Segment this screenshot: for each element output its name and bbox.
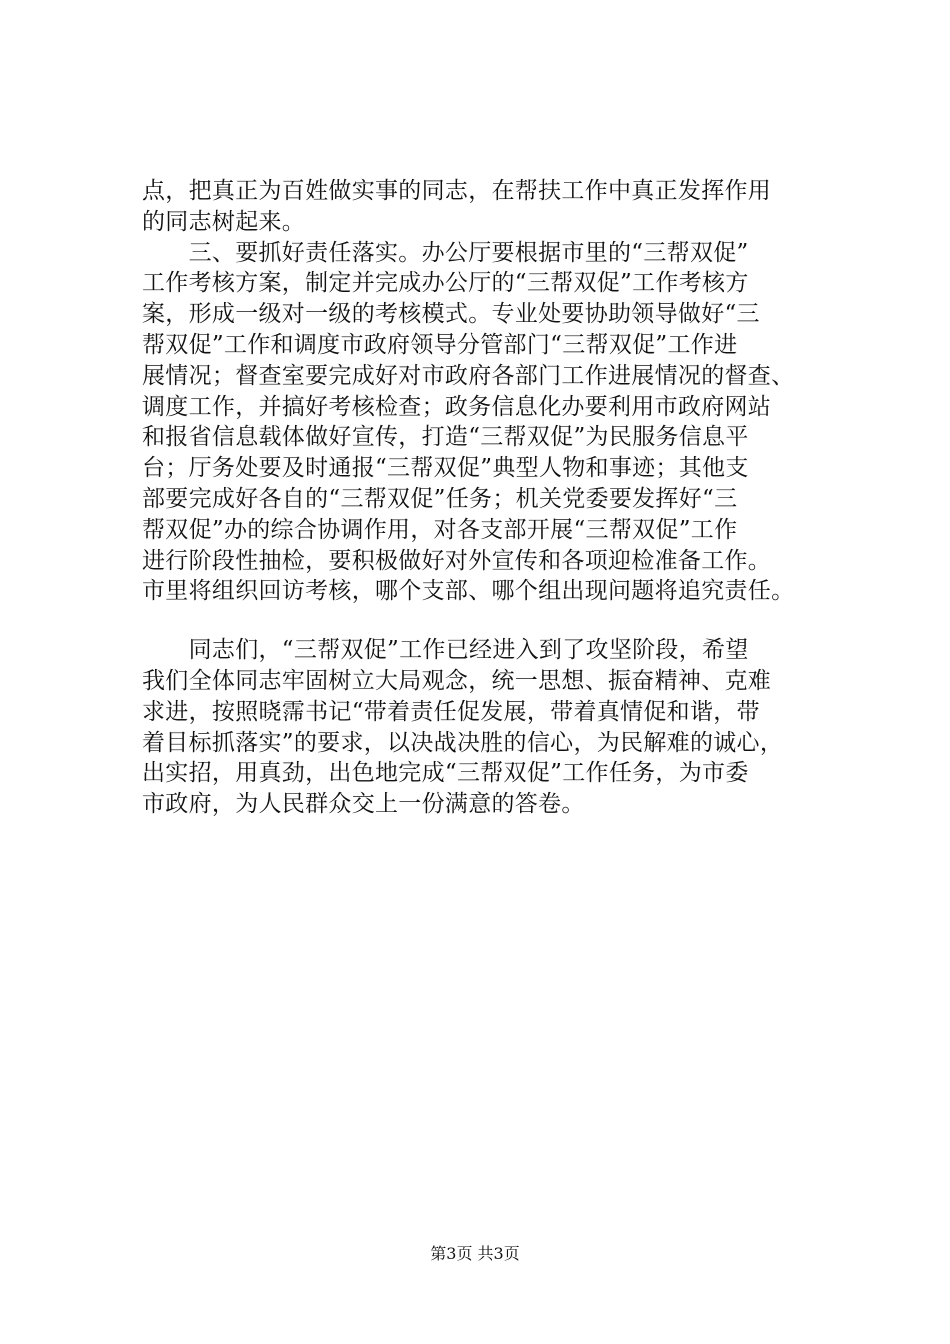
page-number-footer: 第3页 共3页 [430,1244,520,1263]
text-line: 点，把真正为百姓做实事的同志，在帮扶工作中真正发挥作用 [142,178,772,204]
text-line: 台；厅务处要及时通报“三帮双促”典型人物和事迹；其他支 [142,455,749,482]
text-line: 三、要抓好责任落实。办公厅要根据市里的“三帮双促” [142,239,749,266]
text-line: 工作考核方案，制定并完成办公厅的“三帮双促”工作考核方 [142,270,749,297]
paragraph-spacer [142,607,862,635]
text-line: 市政府，为人民群众交上一份满意的答卷。 [142,791,585,818]
text-line: 同志们，“三帮双促”工作已经进入到了攻坚阶段，希望 [142,637,749,664]
paragraph-2 [142,238,862,608]
text-line: 和报省信息载体做好宣传，打造“三帮双促”为民服务信息平 [142,424,749,451]
paragraph-3 [142,635,862,820]
text-line: 部要完成好各自的“三帮双促”任务；机关党委要发挥好“三 [142,485,738,512]
text-line: 我们全体同志牢固树立大局观念，统一思想、振奋精神、克难 [142,667,772,694]
document-body [142,176,862,820]
text-line: 的同志树起来。 [142,208,306,235]
text-line: 着目标抓落实”的要求，以决战决胜的信心，为民解难的诚心， [142,729,784,756]
text-line: 调度工作，并搞好考核检查；政务信息化办要利用市政府网站 [142,393,772,420]
text-line: 出实招，用真劲，出色地完成“三帮双促”工作任务，为市委 [142,760,749,787]
text-line: 市里将组织回访考核，哪个支部、哪个组出现问题将追究责任。 [142,578,795,605]
paragraph-1 [142,176,862,238]
text-line: 案，形成一级对一级的考核模式。专业处要协助领导做好“三 [142,301,760,328]
text-line: 进行阶段性抽检，要积极做好对外宣传和各项迎检准备工作。 [142,547,772,574]
text-line: 求进，按照晓霈书记“带着责任促发展，带着真情促和谐，带 [142,698,760,725]
text-line: 帮双促”办的综合协调作用，对各支部开展“三帮双促”工作 [142,516,738,543]
text-line: 帮双促”工作和调度市政府领导分管部门“三帮双促”工作进 [142,331,738,358]
text-line: 展情况；督查室要完成好对市政府各部门工作进展情况的督查、 [142,362,795,389]
